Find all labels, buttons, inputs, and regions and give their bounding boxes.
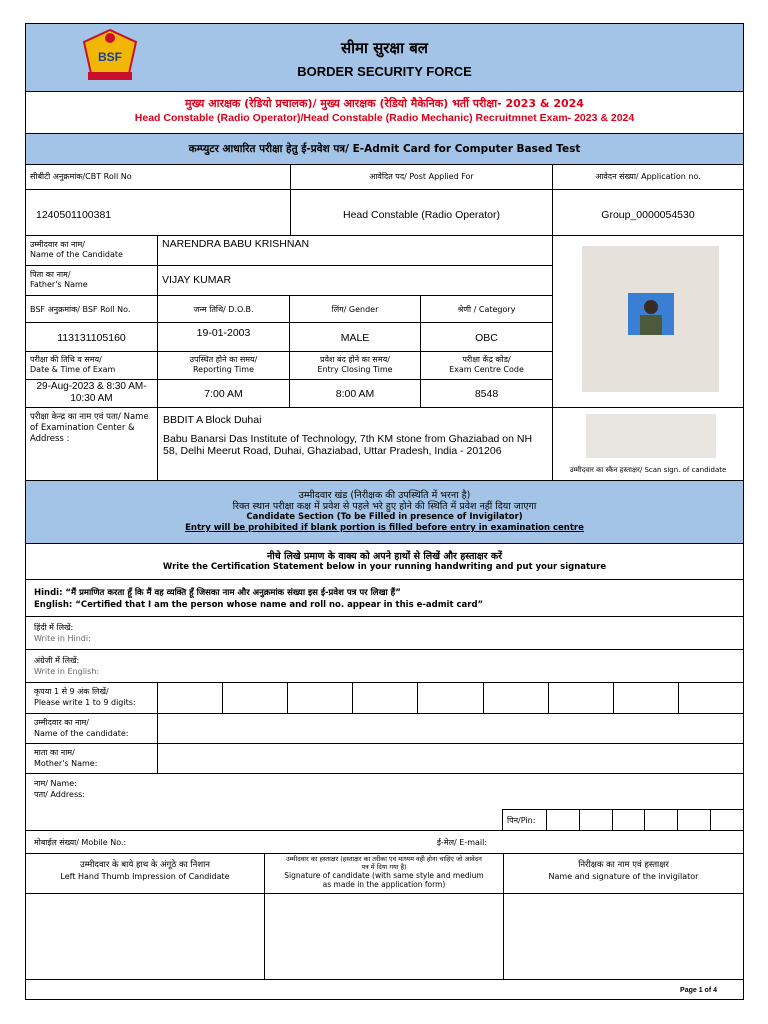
- write-english-field[interactable]: अंग्रेजी में लिखें: Write in English:: [26, 650, 743, 683]
- certification-hindi: Hindi: “मैं प्रमाणित करता हूँ कि मैं वह व्यक्ति हूँ जिसका नाम और अनुक्रमांक संख्या इस ई-प्रवेश पत्र पर लिखा हैं”: [34, 588, 401, 598]
- value-entry-closing: 8:00 AM: [290, 380, 421, 408]
- mobile-label: मोबाईल संख्या/ Mobile No.:: [34, 838, 127, 847]
- label-post: आवेदित पद/ Post Applied For: [369, 172, 474, 181]
- exam-title-hindi: मुख्य आरक्षक (रेडियो प्रचालक)/ मुख्य आरक्षक (रेडियो मैकेनिक) भर्ती परीक्षा- 2023 & 2024: [185, 97, 584, 110]
- label-form-candidate-name: उम्मीदवार का नाम/ Name of the candidate:: [26, 714, 158, 744]
- label-cbt-roll: सीबीटी अनुक्रमांक/CBT Roll No: [30, 172, 132, 181]
- pin-label: पिन/Pin:: [503, 810, 547, 830]
- invigilator-box[interactable]: [504, 894, 743, 980]
- label-candidate-name: उम्मीदवार का नाम/ Name of the Candidate: [26, 236, 158, 266]
- value-centre-address: Babu Banarsi Das Institute of Technology, 7th KM stone from Ghaziabad on NH 58, Delhi Meerut Road, Duhai, Ghaziabad, Uttar Pradesh, India - 201206: [163, 433, 533, 457]
- title-hindi: सीमा सुरक्षा बल: [341, 39, 428, 57]
- value-post: Head Constable (Radio Operator): [291, 190, 553, 236]
- exam-title: [26, 92, 743, 134]
- candidate-photo: [582, 246, 719, 392]
- title-english: BORDER SECURITY FORCE: [297, 64, 472, 79]
- digit-box-1[interactable]: [158, 683, 223, 713]
- digit-boxes: [158, 683, 743, 714]
- signature-header: उम्मीदवार का हस्ताक्षर (हस्ताक्षर का तरीका एवं माध्यम वही होना चाहिए जो आवेदन पत्र में दिया गया है) Signature of candidate (with same style and medium as made in the application form): [265, 854, 504, 894]
- scan-sign-label: उम्मीदवार का स्कैन हस्ताक्षर/ Scan sign. of candidate: [569, 466, 727, 474]
- label-father-name: पिता का नाम/ Father's Name: [26, 266, 158, 296]
- form-candidate-name-input[interactable]: [158, 714, 743, 744]
- label-category: श्रेणी / Category: [421, 296, 553, 323]
- digit-box-9[interactable]: [679, 683, 743, 713]
- email-label: ई-मेल/ E-mail:: [437, 838, 488, 847]
- certification-statement: [26, 580, 743, 617]
- pin-box-3[interactable]: [613, 810, 646, 830]
- certification-english: English: “Certified that I am the person whose name and roll no. appear in this e-admit card”: [34, 600, 484, 610]
- label-digits: कृपया 1 से 9 अंक लिखें/ Please write 1 to 9 digits:: [26, 683, 158, 714]
- value-centre-code: 8548: [421, 380, 553, 408]
- svg-text:BSF: BSF: [98, 50, 122, 64]
- write-hindi-field[interactable]: हिंदी में लिखें: Write in Hindi:: [26, 617, 743, 650]
- digit-box-3[interactable]: [288, 683, 353, 713]
- label-entry-closing: प्रवेश बंद होने का समय/ Entry Closing Time: [290, 352, 421, 380]
- pin-box-2[interactable]: [580, 810, 613, 830]
- value-bsf-roll: 113131105160: [26, 323, 158, 352]
- digit-box-5[interactable]: [418, 683, 483, 713]
- value-centre-name: BBDIT A Block Duhai: [163, 414, 262, 426]
- label-app-no: आवेदन संख्या/ Application no.: [595, 172, 701, 181]
- value-cbt-roll: 1240501100381: [26, 190, 291, 236]
- candidate-section-band: उम्मीदवार खंड (निरीक्षक की उपस्थिति में भरना है) रिक्त स्थान परीक्षा कक्ष में प्रवेश से पहले भरे हुए होने की स्थिति में प्रवेश नहीं दिया जाएगा Candidate Section (To be Filled in presence of Invigilator) Entry will be prohibited if blank portion is filled before entry in examination centre: [26, 481, 743, 544]
- mobile-email-row: [26, 830, 743, 854]
- value-category: OBC: [421, 323, 553, 352]
- thumb-impression-box[interactable]: [26, 894, 265, 980]
- admit-card: [25, 23, 744, 1000]
- value-reporting: 7:00 AM: [158, 380, 290, 408]
- bsf-logo: [78, 28, 142, 88]
- value-app-no: Group_0000054530: [553, 190, 743, 236]
- invigilator-header: निरीक्षक का नाम एवं हस्ताक्षर Name and signature of the invigilator: [504, 854, 743, 894]
- pin-row: [502, 809, 743, 830]
- pin-box-4[interactable]: [645, 810, 678, 830]
- label-exam-datetime: परीक्षा की तिथि व समय/ Date & Time of Exam: [26, 352, 158, 380]
- photo-cell: [553, 236, 743, 408]
- header-band: [26, 24, 743, 92]
- thumb-header: उम्मीदवार के बाये हाथ के अंगूठे का निशान Left Hand Thumb Impression of Candidate: [26, 854, 265, 894]
- certification-heading: नीचे लिखे प्रमाण के वाक्य को अपने हाथों से लिखें और हस्ताक्षर करें Write the Certification Statement below in your running handwriting and put your signature: [26, 544, 743, 580]
- centre-address-cell: [158, 408, 553, 481]
- value-gender: MALE: [290, 323, 421, 352]
- pin-box-5[interactable]: [678, 810, 711, 830]
- label-centre-code: परीक्षा केंद्र कोड/ Exam Centre Code: [421, 352, 553, 380]
- label-reporting: उपस्थित होने का समय/ Reporting Time: [158, 352, 290, 380]
- scan-sign-cell: [553, 408, 743, 481]
- pin-box-1[interactable]: [547, 810, 580, 830]
- value-exam-datetime: 29-Aug-2023 & 8:30 AM-10:30 AM: [26, 380, 158, 408]
- scanned-signature: [586, 414, 716, 458]
- value-father-name: VIJAY KUMAR: [158, 266, 553, 296]
- label-mother-name: माता का नाम/ Mother's Name:: [26, 744, 158, 774]
- value-candidate-name: NARENDRA BABU KRISHNAN: [158, 236, 553, 266]
- digit-box-2[interactable]: [223, 683, 288, 713]
- label-bsf-roll: BSF अनुक्रमांक/ BSF Roll No.: [26, 296, 158, 323]
- label-centre-name: परीक्षा केन्द्र का नाम एवं पता/ Name of Examination Center & Address :: [26, 408, 158, 481]
- digit-box-4[interactable]: [353, 683, 418, 713]
- address-field[interactable]: नाम/ Name: पता/ Address:: [34, 779, 85, 799]
- value-dob: 19-01-2003: [158, 323, 290, 352]
- signature-box[interactable]: [265, 894, 504, 980]
- label-gender: लिंग/ Gender: [290, 296, 421, 323]
- mother-name-input[interactable]: [158, 744, 743, 774]
- digit-box-8[interactable]: [614, 683, 679, 713]
- exam-title-english: Head Constable (Radio Operator)/Head Constable (Radio Mechanic) Recruitmnet Exam- 2023 & 2024: [134, 112, 635, 124]
- digit-box-6[interactable]: [484, 683, 549, 713]
- digit-box-7[interactable]: [549, 683, 614, 713]
- admit-card-title: कम्प्युटर आधारित परीक्षा हेतु ई-प्रवेश पत्र/ E-Admit Card for Computer Based Test: [26, 134, 743, 165]
- page-number: Page 1 of 4: [680, 987, 717, 994]
- label-dob: जन्म तिथि/ D.O.B.: [158, 296, 290, 323]
- pin-box-6[interactable]: [711, 810, 743, 830]
